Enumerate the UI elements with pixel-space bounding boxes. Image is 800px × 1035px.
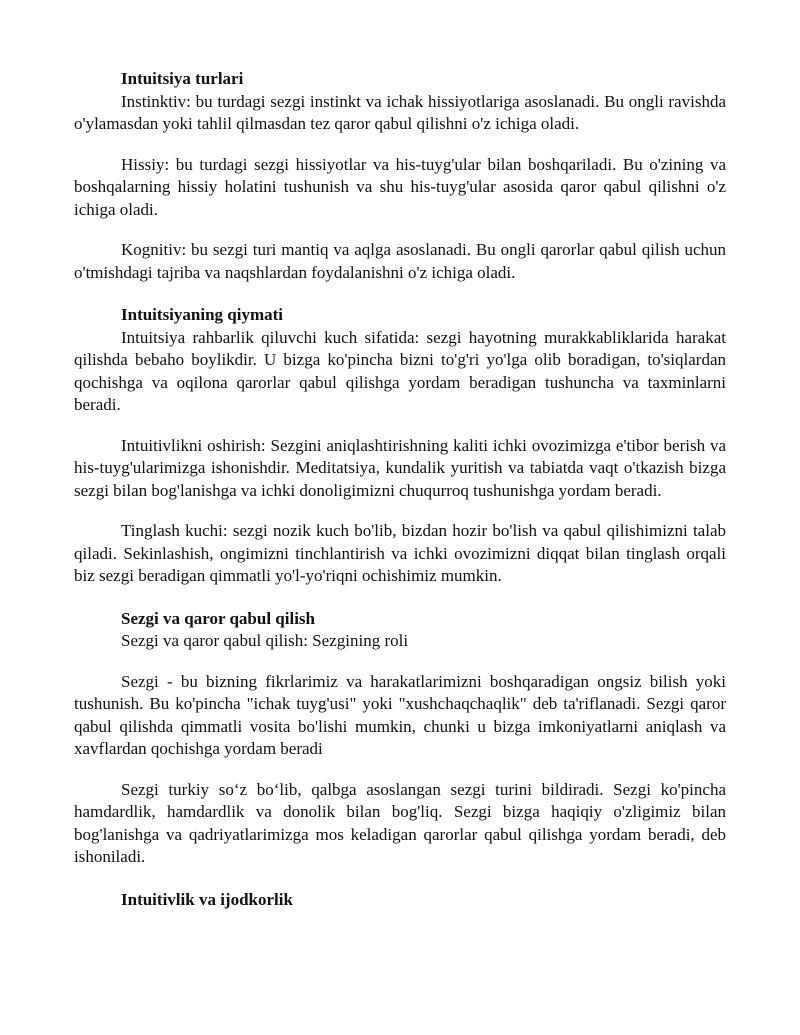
document-body — [74, 68, 726, 911]
section-heading-creativity: Intuitivlik va ijodkorlik — [121, 889, 293, 909]
section-heading-intuition-value: Intuitsiyaning qiymati — [121, 305, 284, 324]
paragraph-guiding-force: Intuitsiya rahbarlik qiluvchi kuch sifatida: sezgi hayotning murakkabliklarida harakat qilishda bebaho boylikdir. U bizga ko'pincha bizni to'g'ri yo'lga olib boradigan, to'siqlardan qochishga va oqilona qarorlar qabul qilishga yordam beradigan tushuncha va taxminlarni beradi. — [74, 327, 726, 414]
paragraph-turkic-word: Sezgi turkiy so‘z bo‘lib, qalbga asoslangan sezgi turini bildiradi. Sezgi ko'pincha hamdardlik, hamdardlik va donolik bilan bog'liq. Sezgi bizga haqiqiy o'zligimiz bilan bog'lanishga va qadriyatlarimizga mos keladigan qarorlar qabul qilishga yordam beradi, deb ishoniladi. — [74, 779, 726, 866]
section-subtitle: Sezgi va qaror qabul qilish: Sezgining roli — [121, 631, 409, 650]
paragraph-enhancing-intuition: Intuitivlikni oshirish: Sezgini aniqlashtirishning kaliti ichki ovozimizga e'tibor berish va his-tuyg'ularimizga ishonishdir. Meditatsiya, kundalik yuritish va tabiatda vaqt o'tkazish bizga sezgi bilan bog'lanishga va ichki donoligimizni chuqurroq tushunishga yordam beradi. — [74, 435, 726, 500]
section-heading-decision-making: Sezgi va qaror qabul qilish — [121, 608, 315, 628]
paragraph-instinctive: Instinktiv: bu turdagi sezgi instinkt va ichak hissiyotlariga asoslanadi. Bu ongli ravishda o'ylamasdan yoki tahlil qilmasdan tez qaror qabul qilishni o'z ichiga oladi. — [74, 91, 726, 133]
paragraph-power-of-listening: Tinglash kuchi: sezgi nozik kuch bo'lib, bizdan hozir bo'lish va qabul qilishimizni talab qiladi. Sekinlashish, ongimizni tinchlantirish va ichki ovozimizni diqqat bilan tinglash orqali biz sezgi beradigan qimmatli yo'l-yo'riqni ochishimiz mumkin. — [74, 521, 726, 585]
paragraph-intuition-definition: Sezgi - bu bizning fikrlarimiz va harakatlarimizni boshqaradigan ongsiz bilish yoki tushunish. Bu ko'pincha "ichak tuyg'usi" yoki "xushchaqchaqlik" deb ta'riflanadi. Sezgi qaror qabul qilishda qimmatli vosita bo'lishi mumkin, chunki u bizga imkoniyatlarni aniqlash va xavflardan qochishga yordam beradi — [74, 671, 726, 758]
section-heading-intuition-types: Intuitsiya turlari — [121, 69, 244, 88]
paragraph-emotional: Hissiy: bu turdagi sezgi hissiyotlar va his-tuyg'ular bilan boshqariladi. Bu o'zining va boshqalarning hissiy holatini tushunish va shu his-tuyg'ular asosida qaror qabul qilishni o'z ichiga oladi. — [74, 154, 726, 219]
paragraph-cognitive: Kognitiv: bu sezgi turi mantiq va aqlga asoslanadi. Bu ongli qarorlar qabul qilish uchun o'tmishdagi tajriba va naqshlardan foydalanishni o'z ichiga oladi. — [74, 240, 726, 282]
